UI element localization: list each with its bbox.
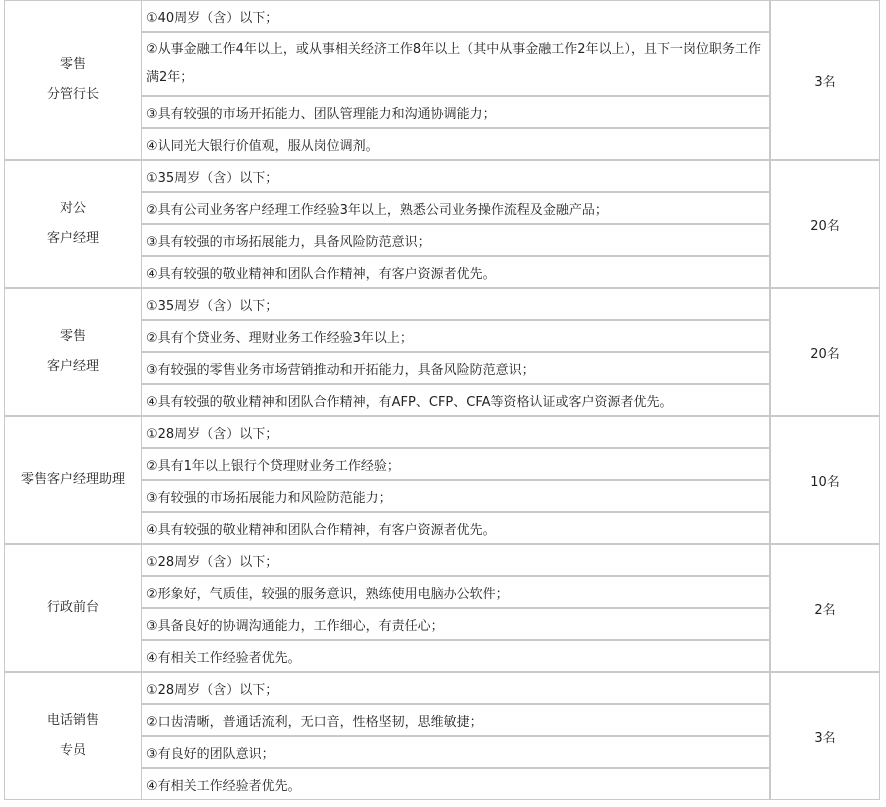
requirement-item: ②具有个贷业务、理财业务工作经验3年以上；: [141, 320, 770, 352]
headcount-cell: 3名: [770, 0, 880, 160]
requirement-item: ④有相关工作经验者优先。: [141, 768, 770, 800]
requirement-item: ②具有公司业务客户经理工作经验3年以上，熟悉公司业务操作流程及金融产品；: [141, 192, 770, 224]
requirement-item: ②从事金融工作4年以上，或从事相关经济工作8年以上（其中从事金融工作2年以上），且下一岗位职务工作满2年；: [141, 32, 770, 96]
position-title-line: 专员: [59, 743, 86, 758]
requirement-item: ③具有较强的市场拓展能力，具备风险防范意识；: [141, 224, 770, 256]
position-group-3: [4, 288, 880, 416]
position-group-5: [4, 544, 880, 672]
headcount-cell: 10名: [770, 416, 880, 544]
requirement-item: ①40周岁（含）以下；: [141, 0, 770, 32]
requirement-item: ③有良好的团队意识；: [141, 736, 770, 768]
position-title-cell: [4, 160, 141, 288]
requirements-list: [141, 672, 770, 800]
position-title-cell: [4, 288, 141, 416]
position-title-line: 零售客户经理助理: [20, 472, 125, 487]
position-title-line: 行政前台: [46, 600, 99, 615]
position-group-1: [4, 0, 880, 160]
requirement-item: ③具有较强的市场开拓能力、团队管理能力和沟通协调能力；: [141, 96, 770, 128]
requirement-item: ②口齿清晰，普通话流利，无口音，性格坚韧，思维敏捷；: [141, 704, 770, 736]
requirements-list: [141, 288, 770, 416]
position-title-cell: [4, 544, 141, 672]
requirement-item: ③有较强的零售业务市场营销推动和开拓能力，具备风险防范意识；: [141, 352, 770, 384]
headcount-cell: 2名: [770, 544, 880, 672]
requirement-item: ④认同光大银行价值观，服从岗位调剂。: [141, 128, 770, 160]
requirement-item: ①28周岁（含）以下；: [141, 416, 770, 448]
position-group-4: [4, 416, 880, 544]
requirement-item: ①28周岁（含）以下；: [141, 544, 770, 576]
requirement-item: ④具有较强的敬业精神和团队合作精神，有客户资源者优先。: [141, 512, 770, 544]
requirement-item: ③具备良好的协调沟通能力，工作细心，有责任心；: [141, 608, 770, 640]
position-title-line: 客户经理: [46, 359, 99, 374]
requirement-item: ①35周岁（含）以下；: [141, 160, 770, 192]
requirement-item: ①28周岁（含）以下；: [141, 672, 770, 704]
position-title-line: 零售: [59, 329, 86, 344]
requirement-item: ③有较强的市场拓展能力和风险防范能力；: [141, 480, 770, 512]
position-title-line: 客户经理: [46, 231, 99, 246]
requirement-item: ①35周岁（含）以下；: [141, 288, 770, 320]
position-title-line: 电话销售: [46, 713, 99, 728]
requirement-item: ④具有较强的敬业精神和团队合作精神，有客户资源者优先。: [141, 256, 770, 288]
requirements-list: [141, 0, 770, 160]
position-title-line: 对公: [59, 201, 86, 216]
position-title-line: 零售: [59, 57, 86, 72]
position-title-line: 分管行长: [46, 87, 99, 102]
position-group-6: [4, 672, 880, 800]
requirement-item: ②具有1年以上银行个贷理财业务工作经验；: [141, 448, 770, 480]
headcount-cell: 20名: [770, 288, 880, 416]
position-title-cell: [4, 0, 141, 160]
position-title-cell: [4, 416, 141, 544]
requirements-list: [141, 160, 770, 288]
headcount-cell: 3名: [770, 672, 880, 800]
headcount-cell: 20名: [770, 160, 880, 288]
position-title-cell: [4, 672, 141, 800]
requirement-item: ②形象好，气质佳，较强的服务意识，熟练使用电脑办公软件；: [141, 576, 770, 608]
requirement-item: ④具有较强的敬业精神和团队合作精神，有AFP、CFP、CFA等资格认证或客户资源者优先。: [141, 384, 770, 416]
position-group-2: [4, 160, 880, 288]
requirements-list: [141, 544, 770, 672]
requirements-list: [141, 416, 770, 544]
requirement-item: ④有相关工作经验者优先。: [141, 640, 770, 672]
